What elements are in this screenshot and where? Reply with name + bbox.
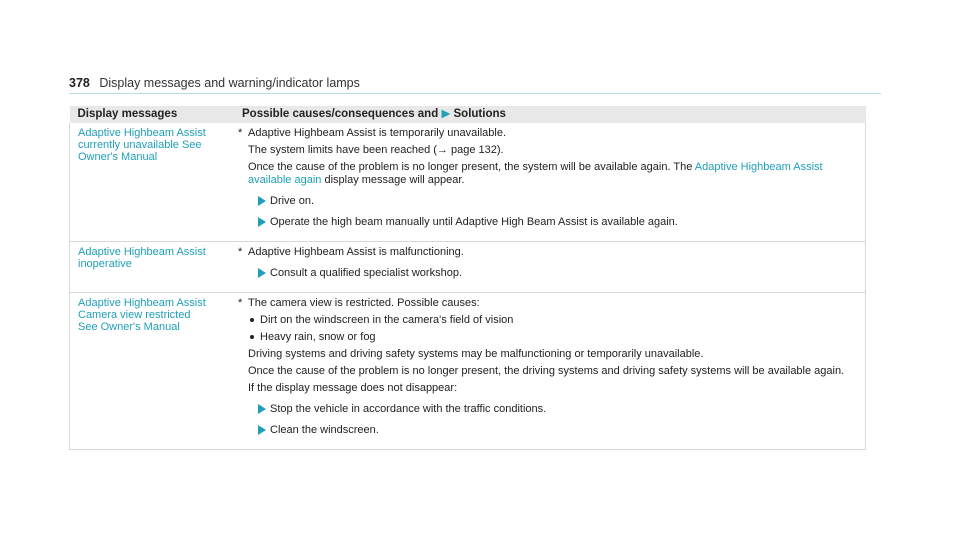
table-row: [70, 293, 866, 450]
cause-fragment: The system limits have been reached (: [248, 144, 437, 156]
description-cell: [234, 293, 866, 450]
display-message: [70, 242, 235, 293]
cause-text: [248, 161, 857, 187]
page-number: 378: [69, 76, 90, 90]
footnote-star: *: [238, 127, 243, 139]
solution-step: [248, 267, 857, 280]
play-arrow-icon: [258, 196, 266, 206]
cause-text: Once the cause of the problem is no longer present, the driving systems and driving safety systems will be available again.: [248, 365, 845, 377]
solution-step: [248, 216, 857, 229]
solution-text: Operate the high beam manually until Adaptive High Beam Assist is available again.: [270, 216, 678, 228]
cause-bullet: [248, 314, 857, 327]
cause-bullet: [248, 331, 857, 344]
table-row: [70, 123, 866, 242]
solution-text: Stop the vehicle in accordance with the traffic conditions.: [270, 403, 547, 415]
page-header: [69, 76, 881, 94]
inline-message-name: Adaptive Highbeam Assist available again: [248, 161, 823, 186]
cause-fragment: Once the cause of the problem is no longer present, the system will be available again. The: [248, 161, 693, 173]
table-row: [70, 242, 866, 293]
message-line: Adaptive Highbeam Assist: [78, 127, 206, 139]
cause-text: If the display message does not disappear:: [248, 382, 458, 394]
cause-text: Driving systems and driving safety systems may be malfunctioning or temporarily unavailable.: [248, 348, 704, 360]
col-header-suffix: Solutions: [453, 108, 506, 120]
display-message: [70, 293, 235, 450]
col-header-prefix: Possible causes/consequences and: [242, 108, 439, 120]
solution-text: Consult a qualified specialist workshop.: [270, 267, 462, 279]
message-line: inoperative: [78, 258, 132, 270]
cause-text: Adaptive Highbeam Assist is temporarily unavailable.: [248, 127, 507, 139]
cause-text: [248, 144, 857, 157]
message-line: Owner's Manual: [78, 151, 158, 163]
solution-text: Drive on.: [270, 195, 315, 207]
bullet-dot-icon: [250, 335, 254, 339]
play-arrow-icon: [258, 217, 266, 227]
play-arrow-icon: [258, 404, 266, 414]
message-line: See Owner's Manual: [78, 321, 180, 333]
footnote-star: *: [238, 297, 243, 309]
solution-step: [248, 403, 857, 416]
solution-step: [248, 424, 857, 437]
col-header-messages: Display messages: [70, 106, 235, 123]
page-reference-link[interactable]: page 132).: [450, 144, 504, 156]
bullet-text: Dirt on the windscreen in the camera's field of vision: [260, 314, 514, 326]
bullet-dot-icon: [250, 318, 254, 322]
footnote-star: *: [238, 246, 243, 258]
description-cell: [234, 123, 866, 242]
messages-table: [69, 106, 866, 450]
page-title: Display messages and warning/indicator lamps: [99, 76, 360, 90]
cause-fragment: display message will appear.: [324, 174, 465, 186]
message-line: Camera view restricted: [78, 309, 191, 321]
message-line: Adaptive Highbeam Assist: [78, 246, 206, 258]
cause-text: The camera view is restricted. Possible causes:: [248, 297, 480, 309]
play-arrow-icon: [258, 268, 266, 278]
col-header-solutions: [234, 106, 866, 123]
table-header-row: [70, 106, 866, 123]
solution-text: Clean the windscreen.: [270, 424, 379, 436]
display-message: [70, 123, 235, 242]
bullet-text: Heavy rain, snow or fog: [260, 331, 376, 343]
xref-arrow-icon: →: [436, 144, 448, 156]
description-cell: [234, 242, 866, 293]
play-arrow-icon: [258, 425, 266, 435]
message-line: currently unavailable See: [78, 139, 202, 151]
solution-step: [248, 195, 857, 208]
play-arrow-icon: ▶: [441, 108, 451, 120]
cause-text: Adaptive Highbeam Assist is malfunctioning.: [248, 246, 464, 258]
message-line: Adaptive Highbeam Assist: [78, 297, 206, 309]
